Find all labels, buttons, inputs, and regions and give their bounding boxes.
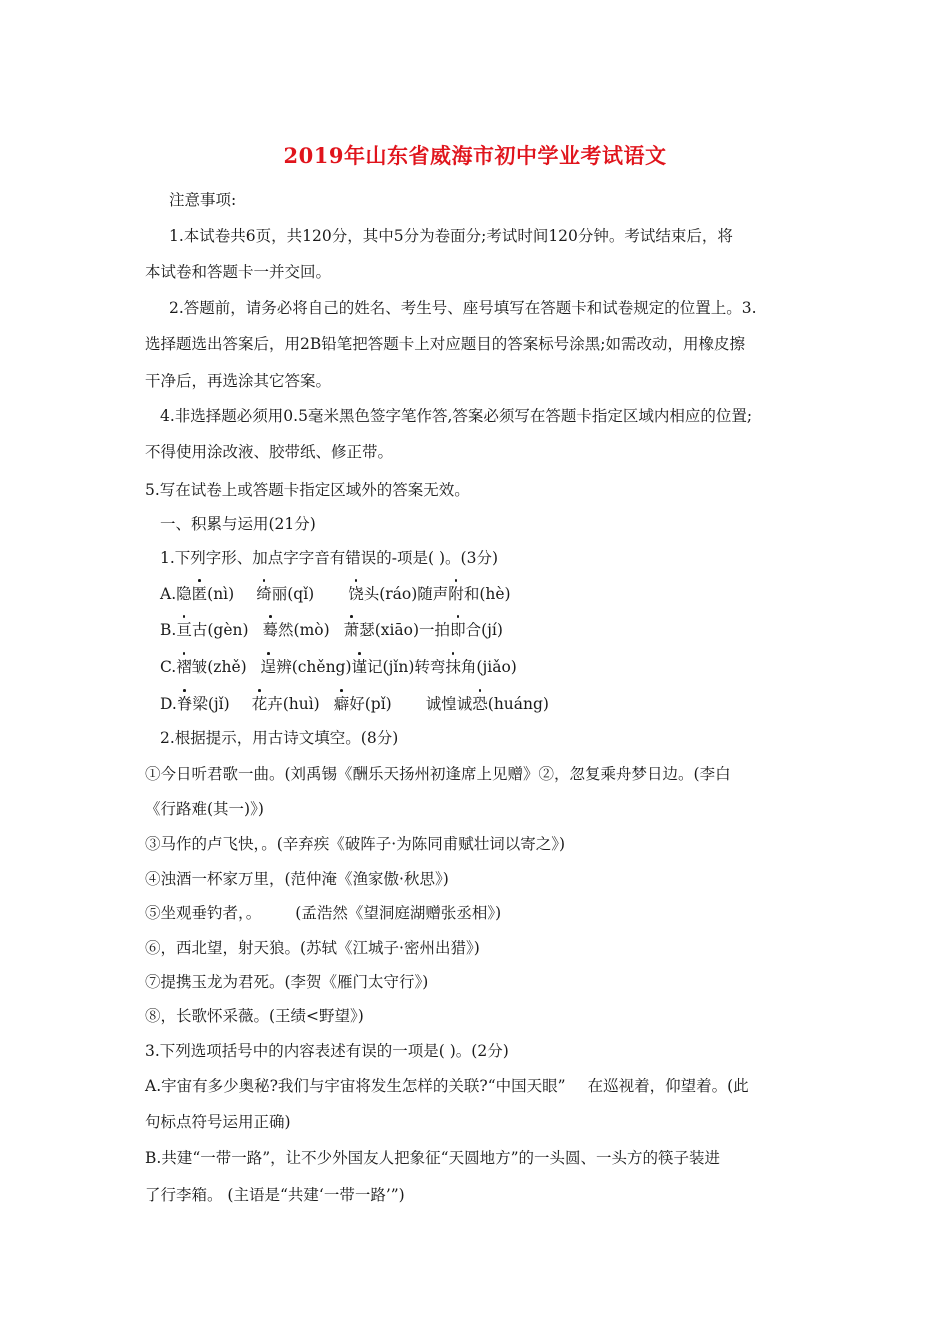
note-2-line-2: 选择题选出答案后，用2B铅笔把答题卡上对应题目的答案标号涂黑;如需改动，用橡皮擦 [145,335,745,353]
note-4-line-2: 不得使用涂改液、胶带纸、修正带。 [145,443,394,461]
question-2-line-2: 《行路难(其一)》) [145,800,264,818]
note-1-line-2: 本试卷和答题卡一并交回。 [145,263,332,281]
question-2-line-5: ⑤坐观垂钓者，。 (孟浩然《望洞庭湖赠张丞相》) [145,904,502,922]
question-2-line-3: ③马作的卢飞快，。(辛弃疾《破阵子·为陈同甫赋壮词以寄之》) [145,835,566,853]
question-3-option-a-line-1: A.宇宙有多少奥秘?我们与宇宙将发生怎样的关联?“中国天眼” 在巡视着，仰望着。(此 [145,1077,749,1095]
emphasis-dot-char: 绮 [256,585,272,603]
question-3-option-a-line-2: 句标点符号运用正确) [145,1113,291,1131]
emphasis-dot-char: 脊 [176,695,193,713]
emphasis-dot-char: 匿 [191,585,208,603]
note-5: 5.写在试卷上或答题卡指定区域外的答案无效。 [145,481,470,499]
question-3-stem: 3.下列选项括号中的内容表述有误的一项是( )。(2分) [145,1042,509,1060]
emphasis-dot-char: 萧 [343,621,360,639]
question-3-option-b-line-1: B.共建“一带一路”，让不少外国友人把象征“天圆地方”的一头圆、一头方的筷子装进 [145,1149,721,1167]
question-2-line-7: ⑦提携玉龙为君死。(李贺《雁门太守行》) [145,973,429,991]
question-3-option-b-line-2: 了行李箱。 (主语是“共建‘一带一路’”) [145,1186,405,1204]
question-2-stem: 2.根据提示，用古诗文填空。(8分) [160,729,399,747]
notes-heading: 注意事项: [169,191,237,209]
question-2-line-6: ⑥，西北望，射天狼。(苏轼《江城子·密州出猎》) [145,939,480,957]
emphasis-dot-char: 饶 [348,585,364,603]
emphasis-dot-char: 癖 [333,695,350,713]
emphasis-dot-char: 蓦 [262,621,279,639]
note-2-line-3: 干净后，再选涂其它答案。 [145,372,332,390]
emphasis-dot-char: 谨 [351,658,368,676]
emphasis-dot-char: 褶 [176,658,192,676]
question-1-option-c: C.褶皱(zhě) 逞辨(chěng)谨记(jǐn)转弯抹角(jiǎo) [160,658,517,676]
question-2-line-8: ⑧，长歌怀采薇。(王绩<野望》) [145,1007,364,1025]
question-2-line-1: ①今日听君歌一曲。(刘禹锡《酬乐天扬州初逢席上见赠》②，忽复乘舟梦日边。(李白 [145,765,731,783]
note-2-line-1: 2.答题前，请务必将自己的姓名、考生号、座号填写在答题卡和试卷规定的位置上。3. [169,299,757,317]
note-1-line-1: 1.本试卷共6页，共120分，其中5分为卷面分;考试时间120分钟。考试结束后，将 [169,227,733,245]
emphasis-dot-char: 即 [450,621,466,639]
question-1-option-a: A.隐匿(nì) 绮丽(qǐ) 饶头(ráo)随声附和(hè) [160,585,511,603]
question-2-line-4: ④浊酒一杯家万里，(范仲淹《渔家傲·秋思》) [145,870,449,888]
question-1-option-b: B.亘古(gèn) 蓦然(mò) 萧瑟(xiāo)一拍即合(jí) [160,621,503,639]
emphasis-dot-char: 花 [251,695,268,713]
section-1-heading: 一、积累与运用(21分) [160,515,316,533]
note-4-line-1: 4.非选择题必须用0.5毫米黑色签字笔作答,答案必须写在答题卡指定区域内相应的位置; [160,407,753,425]
question-1-stem: 1.下列字形、加点字字音有错误的-项是( )。(3分) [160,549,499,567]
page-title: 2019年山东省威海市初中学业考试语文 [283,143,667,168]
emphasis-dot-char: 亘 [176,621,192,639]
emphasis-dot-char: 恐 [472,695,488,713]
emphasis-dot-char: 附 [448,585,464,603]
emphasis-dot-char: 抹 [445,658,461,676]
emphasis-dot-char: 逞 [260,658,277,676]
question-1-option-d: D.脊梁(jǐ) 花卉(huì) 癖好(pǐ) 诚惶诚恐(huáng) [160,695,549,713]
